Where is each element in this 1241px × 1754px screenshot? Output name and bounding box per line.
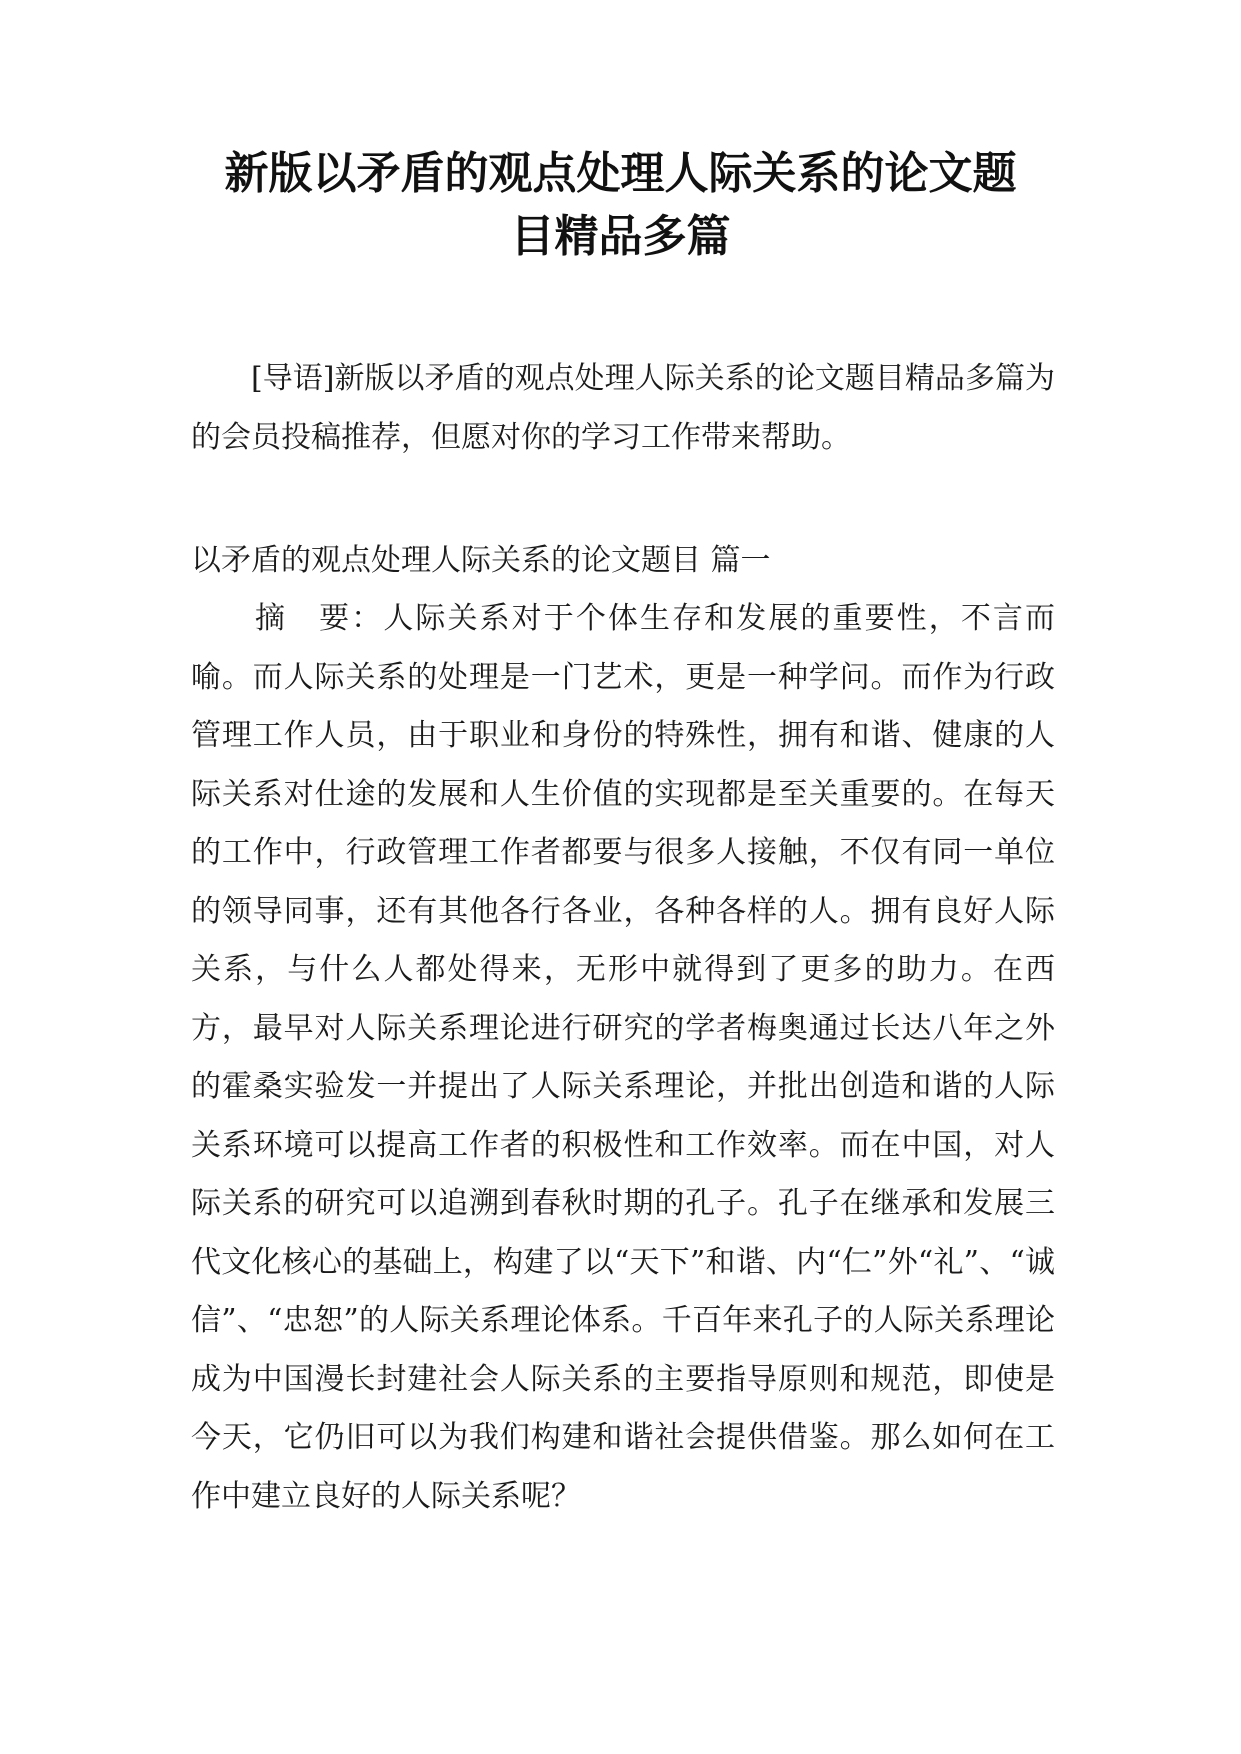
title-line-2: 目精品多篇 (510, 211, 731, 262)
document-title (150, 142, 1091, 268)
intro-paragraph: [导语]新版以矛盾的观点处理人际关系的论文题目精品多篇为的会员投稿推荐，但愿对你的学习工作带来帮助。 (191, 361, 1055, 455)
title-line-1: 新版以矛盾的观点处理人际关系的论文题 (224, 148, 1017, 199)
abstract-paragraph: 摘 要：人际关系对于个体生存和发展的重要性，不言而喻。而人际关系的处理是一门艺术，更是一种学问。而作为行政管理工作人员，由于职业和身份的特殊性，拥有和谐、健康的人际关系对仕途的发展和人生价值的实现都是至关重要的。在每天的工作中，行政管理工作者都要与很多人接触，不仅有同一单位的领导同事，还有其他各行各业，各种各样的人。拥有良好人际关系，与什么人都处得来，无形中就得到了更多的助力。在西方，最早对人际关系理论进行研究的学者梅奥通过长达八年之外的霍桑实验发一并提出了人际关系理论，并批出创造和谐的人际关系环境可以提高工作者的积极性和工作效率。而在中国，对人际关系的研究可以追溯到春秋时期的孔子。孔子在继承和发展三代文化核心的基础上，构建了以“天下”和谐、内“仁”外“礼”、“诚信”、“忠恕”的人际关系理论体系。千百年来孔子的人际关系理论成为中国漫长封建社会人际关系的主要指导原则和规范，即使是今天，它仍旧可以为我们构建和谐社会提供借鉴。那么如何在工作中建立良好的人际关系呢？ (191, 601, 1055, 1514)
section-heading: 以矛盾的观点处理人际关系的论文题目 篇一 (191, 543, 771, 578)
